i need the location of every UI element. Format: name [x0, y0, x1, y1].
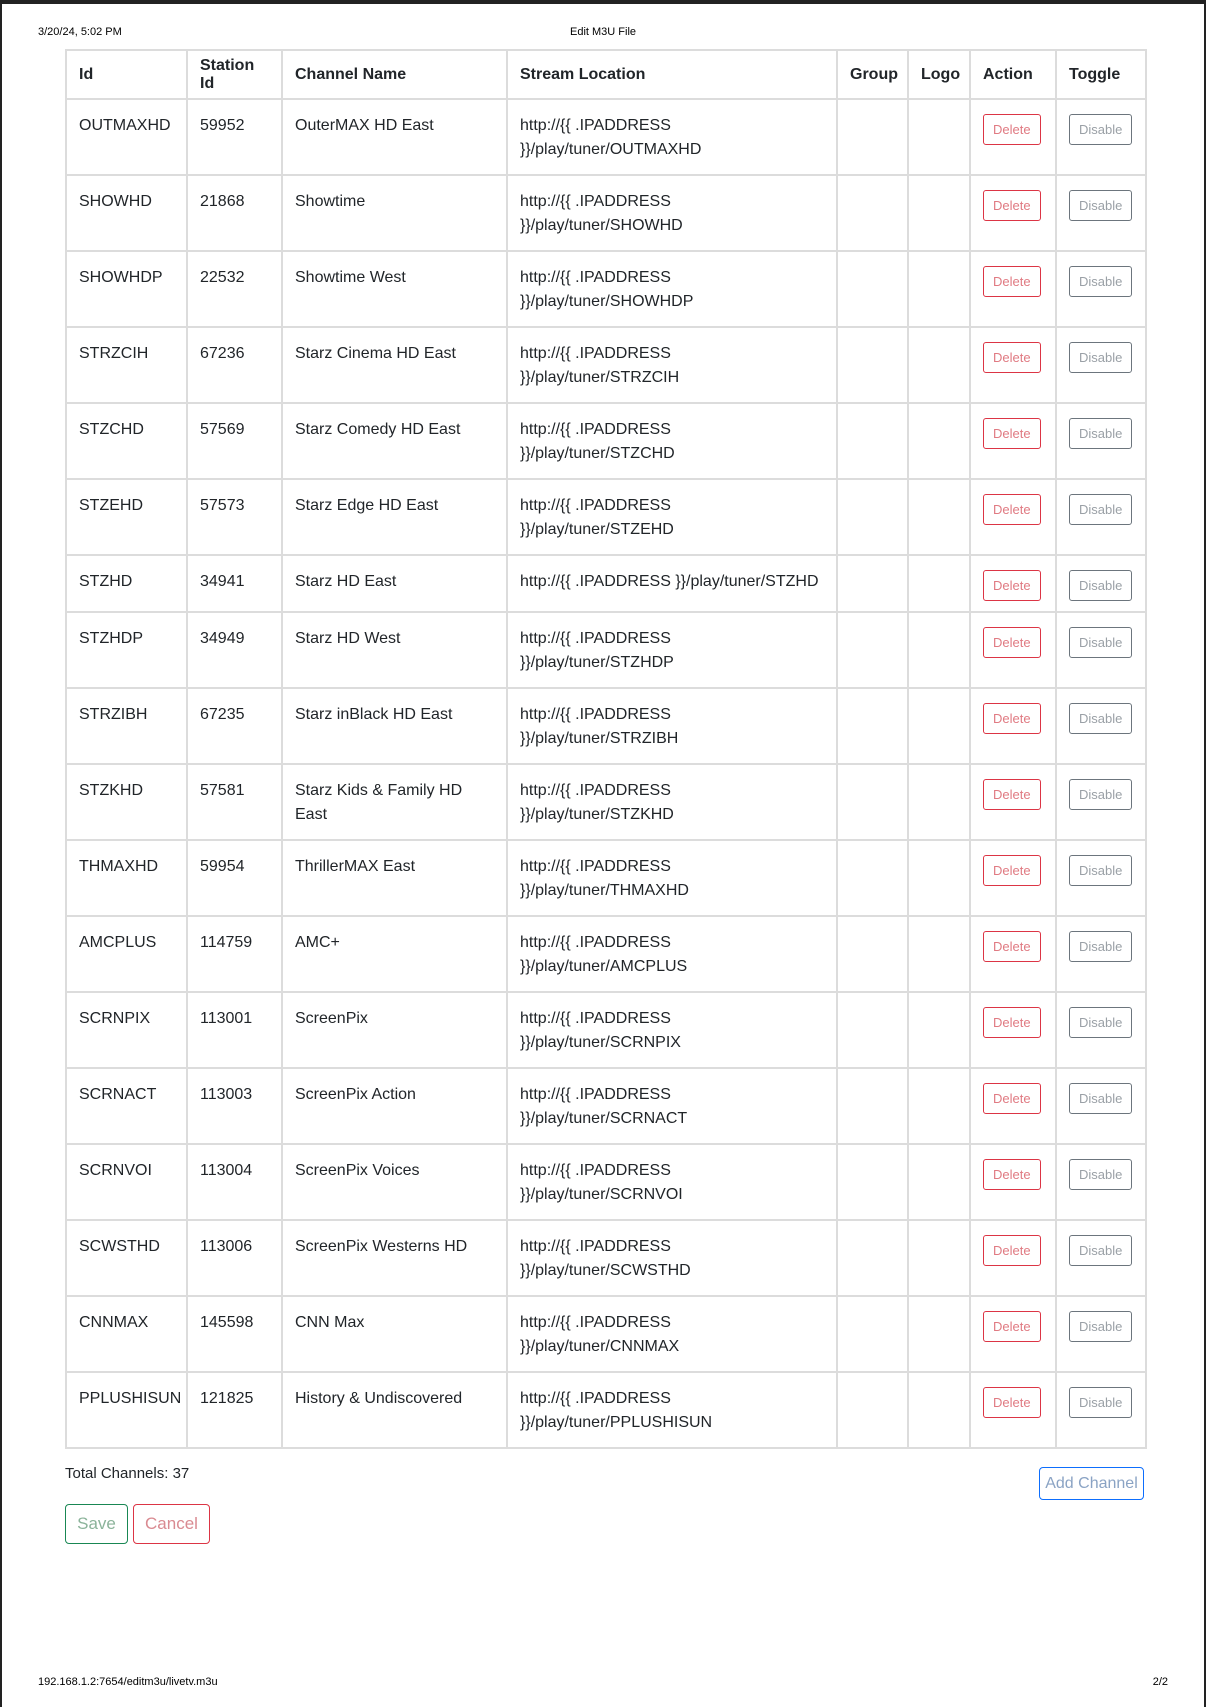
header-toggle: Toggle	[1056, 50, 1146, 99]
cell-action	[970, 1144, 1056, 1220]
cell-group	[837, 916, 908, 992]
cell-station-id: 57573	[187, 479, 282, 555]
cell-logo	[908, 764, 970, 840]
print-date: 3/20/24, 5:02 PM	[38, 26, 122, 38]
cell-station-id: 34949	[187, 612, 282, 688]
table-row	[66, 992, 1146, 1068]
delete-button[interactable]: Delete	[983, 114, 1041, 145]
cell-toggle	[1056, 403, 1146, 479]
header-action: Action	[970, 50, 1056, 99]
delete-button[interactable]: Delete	[983, 494, 1041, 525]
cell-stream-location: http://{{ .IPADDRESS }}/play/tuner/SCRNVOI	[507, 1144, 837, 1220]
cell-channel-name: ThrillerMAX East	[282, 840, 507, 916]
table-row	[66, 99, 1146, 175]
cell-group	[837, 1372, 908, 1448]
cell-action	[970, 99, 1056, 175]
table-row	[66, 688, 1146, 764]
cell-action	[970, 479, 1056, 555]
cell-station-id: 67235	[187, 688, 282, 764]
cell-group	[837, 612, 908, 688]
cell-logo	[908, 612, 970, 688]
disable-button[interactable]: Disable	[1069, 1311, 1132, 1342]
cell-stream-location: http://{{ .IPADDRESS }}/play/tuner/CNNMAX	[507, 1296, 837, 1372]
cell-id: STZHDP	[66, 612, 187, 688]
total-channels: Total Channels: 37	[65, 1465, 190, 1482]
disable-button[interactable]: Disable	[1069, 1387, 1132, 1418]
cell-id: AMCPLUS	[66, 916, 187, 992]
header-group: Group	[837, 50, 908, 99]
cell-station-id: 113006	[187, 1220, 282, 1296]
header-station-id: Station Id	[187, 50, 282, 99]
cell-stream-location: http://{{ .IPADDRESS }}/play/tuner/STRZIBH	[507, 688, 837, 764]
print-title: Edit M3U File	[569, 26, 637, 38]
cell-stream-location: http://{{ .IPADDRESS }}/play/tuner/STRZCIH	[507, 327, 837, 403]
cell-channel-name: Starz Comedy HD East	[282, 403, 507, 479]
disable-button[interactable]: Disable	[1069, 570, 1132, 601]
cell-action	[970, 1068, 1056, 1144]
cell-group	[837, 1144, 908, 1220]
cell-logo	[908, 1296, 970, 1372]
cell-group	[837, 688, 908, 764]
save-button[interactable]: Save	[65, 1504, 128, 1544]
cell-action	[970, 1372, 1056, 1448]
cell-logo	[908, 992, 970, 1068]
cell-toggle	[1056, 840, 1146, 916]
cell-channel-name: AMC+	[282, 916, 507, 992]
cell-logo	[908, 840, 970, 916]
cell-logo	[908, 688, 970, 764]
cell-toggle	[1056, 555, 1146, 612]
table-row	[66, 916, 1146, 992]
cell-group	[837, 840, 908, 916]
delete-button[interactable]: Delete	[983, 1159, 1041, 1190]
cell-id: OUTMAXHD	[66, 99, 187, 175]
cell-logo	[908, 327, 970, 403]
cell-logo	[908, 479, 970, 555]
print-page-number: 2/2	[1152, 1676, 1168, 1688]
table-row	[66, 1372, 1146, 1448]
cell-stream-location: http://{{ .IPADDRESS }}/play/tuner/STZCHD	[507, 403, 837, 479]
disable-button[interactable]: Disable	[1069, 494, 1132, 525]
cell-id: STRZCIH	[66, 327, 187, 403]
cell-channel-name: History & Undiscovered	[282, 1372, 507, 1448]
cell-station-id: 34941	[187, 555, 282, 612]
table-row	[66, 764, 1146, 840]
print-footer	[38, 1676, 1168, 1692]
cell-toggle	[1056, 1068, 1146, 1144]
cell-logo	[908, 175, 970, 251]
cell-action	[970, 764, 1056, 840]
cell-action	[970, 1296, 1056, 1372]
table-row	[66, 612, 1146, 688]
header-logo: Logo	[908, 50, 970, 99]
table-row	[66, 840, 1146, 916]
cell-station-id: 59954	[187, 840, 282, 916]
cell-stream-location: http://{{ .IPADDRESS }}/play/tuner/STZHD	[507, 555, 837, 612]
table-row	[66, 175, 1146, 251]
cell-channel-name: Starz HD West	[282, 612, 507, 688]
disable-button[interactable]: Disable	[1069, 114, 1132, 145]
cell-id: SHOWHD	[66, 175, 187, 251]
table-row	[66, 327, 1146, 403]
cell-stream-location: http://{{ .IPADDRESS }}/play/tuner/STZHDP	[507, 612, 837, 688]
table-row	[66, 479, 1146, 555]
cell-stream-location: http://{{ .IPADDRESS }}/play/tuner/THMAXHD	[507, 840, 837, 916]
cell-group	[837, 403, 908, 479]
cell-stream-location: http://{{ .IPADDRESS }}/play/tuner/OUTMAXHD	[507, 99, 837, 175]
disable-button[interactable]: Disable	[1069, 190, 1132, 221]
cell-id: CNNMAX	[66, 1296, 187, 1372]
cell-group	[837, 1220, 908, 1296]
disable-button[interactable]: Disable	[1069, 1159, 1132, 1190]
cell-id: SHOWHDP	[66, 251, 187, 327]
table-row	[66, 1144, 1146, 1220]
cell-stream-location: http://{{ .IPADDRESS }}/play/tuner/SCRNACT	[507, 1068, 837, 1144]
print-url: 192.168.1.2:7654/editm3u/livetv.m3u	[38, 1676, 218, 1688]
cell-id: STZHD	[66, 555, 187, 612]
cell-toggle	[1056, 1296, 1146, 1372]
table-header-row	[66, 50, 1146, 99]
cell-action	[970, 688, 1056, 764]
cell-action	[970, 555, 1056, 612]
cell-station-id: 121825	[187, 1372, 282, 1448]
delete-button[interactable]: Delete	[983, 1387, 1041, 1418]
table-row	[66, 251, 1146, 327]
cell-id: THMAXHD	[66, 840, 187, 916]
cell-channel-name: ScreenPix Voices	[282, 1144, 507, 1220]
cell-channel-name: Starz Cinema HD East	[282, 327, 507, 403]
cell-channel-name: Starz inBlack HD East	[282, 688, 507, 764]
cell-logo	[908, 1068, 970, 1144]
cell-channel-name: OuterMAX HD East	[282, 99, 507, 175]
cell-channel-name: ScreenPix Westerns HD	[282, 1220, 507, 1296]
cell-stream-location: http://{{ .IPADDRESS }}/play/tuner/PPLUSHISUN	[507, 1372, 837, 1448]
disable-button[interactable]: Disable	[1069, 266, 1132, 297]
disable-button[interactable]: Disable	[1069, 703, 1132, 734]
header-id: Id	[66, 50, 187, 99]
cell-station-id: 57569	[187, 403, 282, 479]
cell-toggle	[1056, 612, 1146, 688]
disable-button[interactable]: Disable	[1069, 931, 1132, 962]
cell-action	[970, 1220, 1056, 1296]
cell-stream-location: http://{{ .IPADDRESS }}/play/tuner/STZEHD	[507, 479, 837, 555]
disable-button[interactable]: Disable	[1069, 1007, 1132, 1038]
disable-button[interactable]: Disable	[1069, 627, 1132, 658]
cell-station-id: 113003	[187, 1068, 282, 1144]
cell-station-id: 114759	[187, 916, 282, 992]
delete-button[interactable]: Delete	[983, 1235, 1041, 1266]
cell-toggle	[1056, 175, 1146, 251]
cell-group	[837, 327, 908, 403]
cell-station-id: 21868	[187, 175, 282, 251]
disable-button[interactable]: Disable	[1069, 779, 1132, 810]
cell-logo	[908, 99, 970, 175]
cell-logo	[908, 251, 970, 327]
cell-action	[970, 175, 1056, 251]
cell-toggle	[1056, 992, 1146, 1068]
table-row	[66, 555, 1146, 612]
cell-toggle	[1056, 1144, 1146, 1220]
delete-button[interactable]: Delete	[983, 190, 1041, 221]
cell-channel-name: Starz Edge HD East	[282, 479, 507, 555]
delete-button[interactable]: Delete	[983, 1007, 1041, 1038]
cell-stream-location: http://{{ .IPADDRESS }}/play/tuner/STZKHD	[507, 764, 837, 840]
cell-toggle	[1056, 1372, 1146, 1448]
cell-id: STZEHD	[66, 479, 187, 555]
cell-stream-location: http://{{ .IPADDRESS }}/play/tuner/SCRNPIX	[507, 992, 837, 1068]
delete-button[interactable]: Delete	[983, 931, 1041, 962]
cell-toggle	[1056, 1220, 1146, 1296]
add-channel-button[interactable]: Add Channel	[1039, 1467, 1144, 1500]
cell-logo	[908, 1144, 970, 1220]
cell-logo	[908, 916, 970, 992]
cell-id: SCWSTHD	[66, 1220, 187, 1296]
cell-logo	[908, 1372, 970, 1448]
cell-stream-location: http://{{ .IPADDRESS }}/play/tuner/SCWSTHD	[507, 1220, 837, 1296]
cell-toggle	[1056, 251, 1146, 327]
delete-button[interactable]: Delete	[983, 779, 1041, 810]
delete-button[interactable]: Delete	[983, 266, 1041, 297]
delete-button[interactable]: Delete	[983, 1083, 1041, 1114]
header-channel-name: Channel Name	[282, 50, 507, 99]
cell-toggle	[1056, 479, 1146, 555]
cell-channel-name: Showtime	[282, 175, 507, 251]
cell-station-id: 113004	[187, 1144, 282, 1220]
delete-button[interactable]: Delete	[983, 855, 1041, 886]
cell-channel-name: CNN Max	[282, 1296, 507, 1372]
cell-toggle	[1056, 916, 1146, 992]
cell-action	[970, 992, 1056, 1068]
cell-action	[970, 403, 1056, 479]
cell-group	[837, 555, 908, 612]
table-row	[66, 1296, 1146, 1372]
cell-group	[837, 764, 908, 840]
table-row	[66, 403, 1146, 479]
cell-toggle	[1056, 764, 1146, 840]
disable-button[interactable]: Disable	[1069, 855, 1132, 886]
cell-group	[837, 1068, 908, 1144]
print-header	[38, 26, 1168, 44]
cell-station-id: 59952	[187, 99, 282, 175]
cell-group	[837, 992, 908, 1068]
cell-id: STZCHD	[66, 403, 187, 479]
cell-toggle	[1056, 327, 1146, 403]
disable-button[interactable]: Disable	[1069, 418, 1132, 449]
cell-channel-name: Starz HD East	[282, 555, 507, 612]
header-stream-location: Stream Location	[507, 50, 837, 99]
cell-id: PPLUSHISUN	[66, 1372, 187, 1448]
cell-toggle	[1056, 99, 1146, 175]
cell-action	[970, 327, 1056, 403]
cell-group	[837, 99, 908, 175]
cell-logo	[908, 403, 970, 479]
disable-button[interactable]: Disable	[1069, 1083, 1132, 1114]
cell-station-id: 113001	[187, 992, 282, 1068]
disable-button[interactable]: Disable	[1069, 342, 1132, 373]
cell-stream-location: http://{{ .IPADDRESS }}/play/tuner/SHOWHD	[507, 175, 837, 251]
cell-id: SCRNPIX	[66, 992, 187, 1068]
cell-group	[837, 251, 908, 327]
table-row	[66, 1220, 1146, 1296]
cell-action	[970, 840, 1056, 916]
cancel-button[interactable]: Cancel	[133, 1504, 210, 1544]
cell-action	[970, 251, 1056, 327]
delete-button[interactable]: Delete	[983, 1311, 1041, 1342]
cell-group	[837, 175, 908, 251]
table-row	[66, 1068, 1146, 1144]
delete-button[interactable]: Delete	[983, 703, 1041, 734]
cell-channel-name: Starz Kids & Family HD East	[282, 764, 507, 840]
delete-button[interactable]: Delete	[983, 627, 1041, 658]
cell-logo	[908, 555, 970, 612]
cell-action	[970, 612, 1056, 688]
cell-group	[837, 479, 908, 555]
cell-action	[970, 916, 1056, 992]
cell-id: SCRNVOI	[66, 1144, 187, 1220]
channels-table	[65, 49, 1147, 1449]
cell-id: STZKHD	[66, 764, 187, 840]
cell-stream-location: http://{{ .IPADDRESS }}/play/tuner/SHOWHDP	[507, 251, 837, 327]
disable-button[interactable]: Disable	[1069, 1235, 1132, 1266]
cell-group	[837, 1296, 908, 1372]
cell-toggle	[1056, 688, 1146, 764]
delete-button[interactable]: Delete	[983, 342, 1041, 373]
cell-logo	[908, 1220, 970, 1296]
table-body	[66, 99, 1146, 1448]
cell-channel-name: Showtime West	[282, 251, 507, 327]
cell-station-id: 67236	[187, 327, 282, 403]
cell-stream-location: http://{{ .IPADDRESS }}/play/tuner/AMCPLUS	[507, 916, 837, 992]
cell-channel-name: ScreenPix Action	[282, 1068, 507, 1144]
cell-station-id: 22532	[187, 251, 282, 327]
cell-id: SCRNACT	[66, 1068, 187, 1144]
delete-button[interactable]: Delete	[983, 418, 1041, 449]
cell-station-id: 145598	[187, 1296, 282, 1372]
delete-button[interactable]: Delete	[983, 570, 1041, 601]
cell-id: STRZIBH	[66, 688, 187, 764]
cell-station-id: 57581	[187, 764, 282, 840]
cell-channel-name: ScreenPix	[282, 992, 507, 1068]
